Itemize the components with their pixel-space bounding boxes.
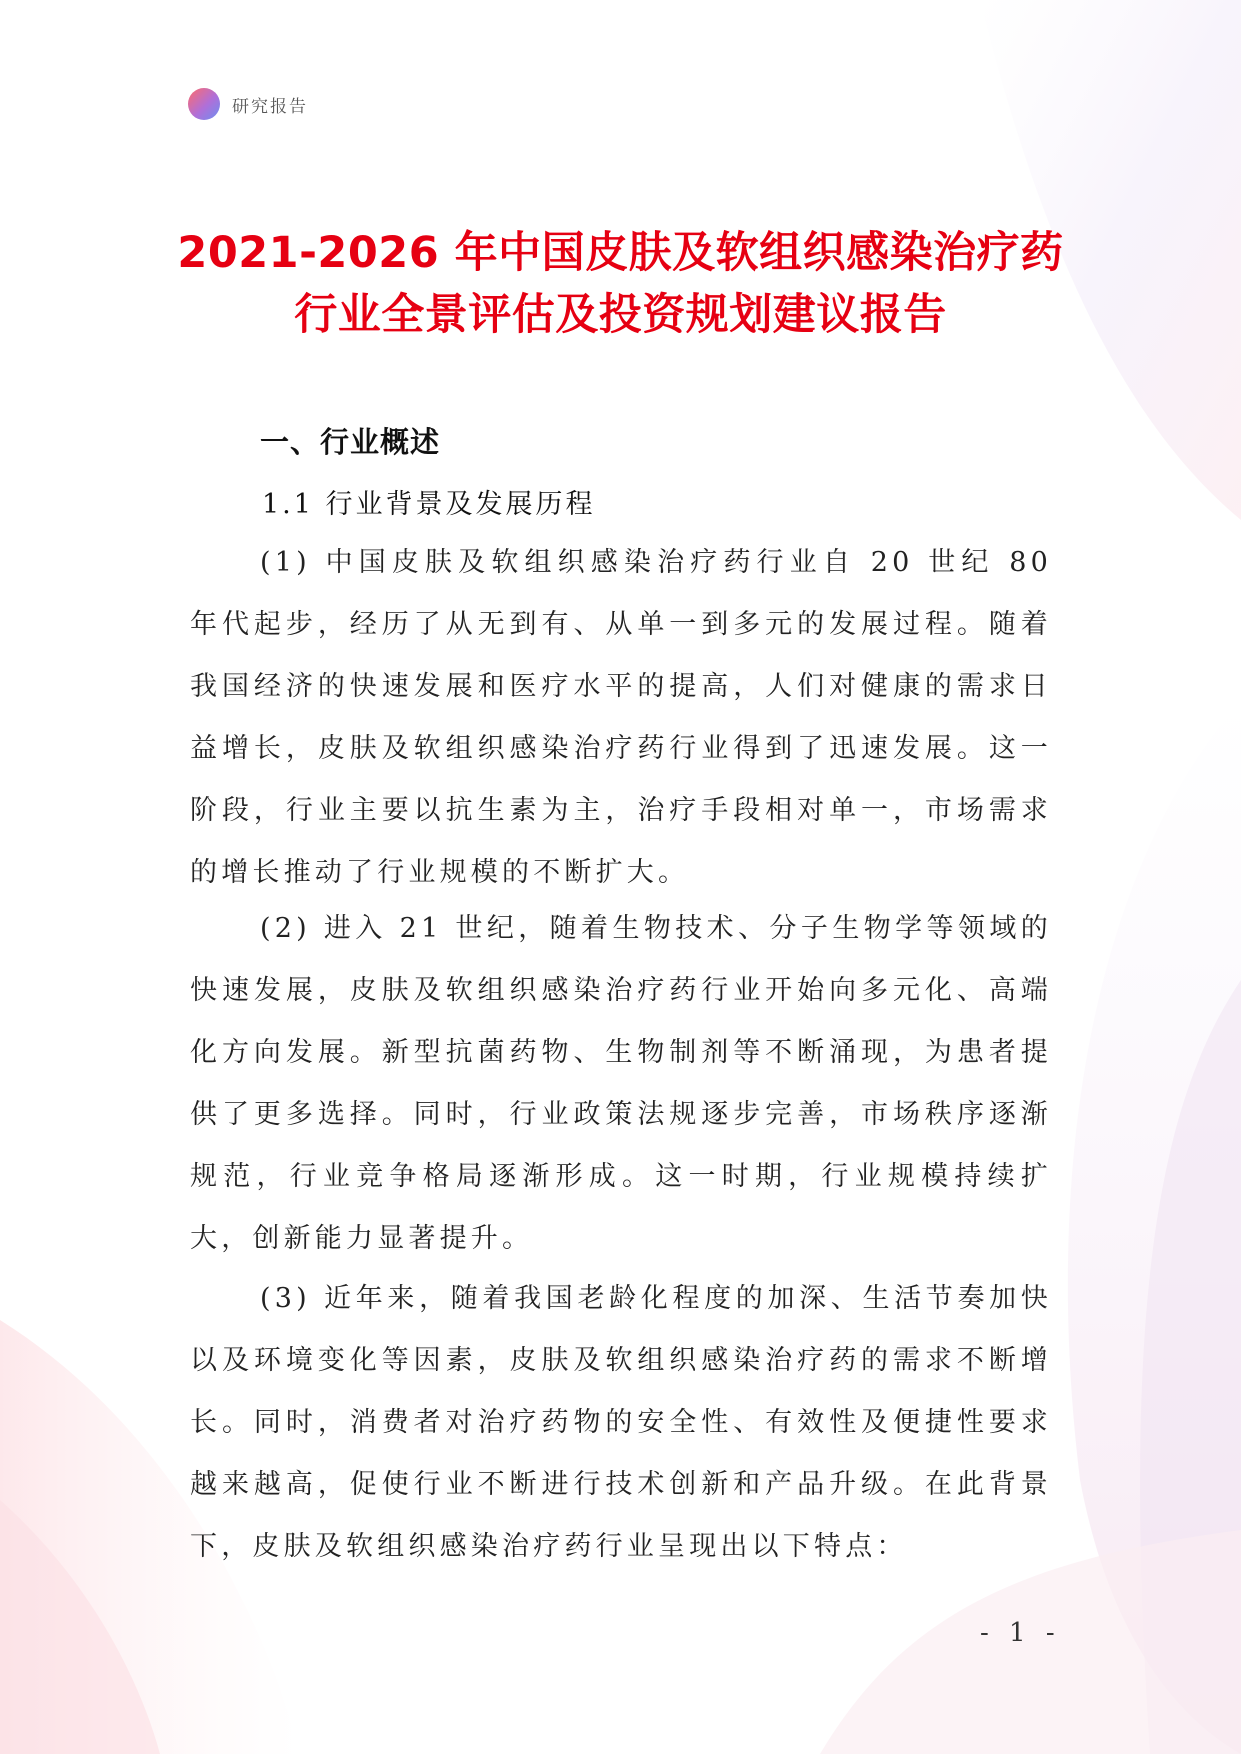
gradient-circle-logo-icon (188, 88, 220, 120)
paragraph-1 (190, 532, 1052, 904)
subsection-heading: 1.1 行业背景及发展历程 (262, 489, 596, 520)
paragraph-3-text: (3) 近年来，随着我国老龄化程度的加深、生活节奏加快以及环境变化等因素，皮肤及软组织感染治疗药的需求不断增长。同时，消费者对治疗药物的安全性、有效性及便捷性要求越来越高，促使行业不断进行技术创新和产品升级。在此背景下，皮肤及软组织感染治疗药行业呈现出以下特点： (190, 1283, 1052, 1562)
paragraph-2-text: (2) 进入 21 世纪，随着生物技术、分子生物学等领域的快速发展，皮肤及软组织感染治疗药行业开始向多元化、高端化方向发展。新型抗菌药物、生物制剂等不断涌现，为患者提供了更多选择。同时，行业政策法规逐步完善，市场秩序逐渐规范，行业竞争格局逐渐形成。这一时期，行业规模持续扩大，创新能力显著提升。 (190, 913, 1052, 1254)
page-number: - 1 - (980, 1618, 1061, 1648)
paragraph-1-text: (1) 中国皮肤及软组织感染治疗药行业自 20 世纪 80 年代起步，经历了从无到有、从单一到多元的发展过程。随着我国经济的快速发展和医疗水平的提高，人们对健康的需求日益增长，皮肤及软组织感染治疗药行业得到了迅速发展。这一阶段，行业主要以抗生素为主，治疗手段相对单一，市场需求的增长推动了行业规模的不断扩大。 (190, 547, 1052, 888)
document-title (150, 222, 1091, 346)
title-line-1: 2021-2026 年中国皮肤及软组织感染治疗药 (177, 228, 1064, 278)
paragraph-2 (190, 898, 1052, 1270)
paragraph-3 (190, 1268, 1052, 1578)
title-line-2: 行业全景评估及投资规划建议报告 (294, 290, 947, 340)
section-heading: 一、行业概述 (260, 425, 441, 459)
report-header (188, 88, 308, 120)
header-label: 研究报告 (232, 96, 308, 117)
